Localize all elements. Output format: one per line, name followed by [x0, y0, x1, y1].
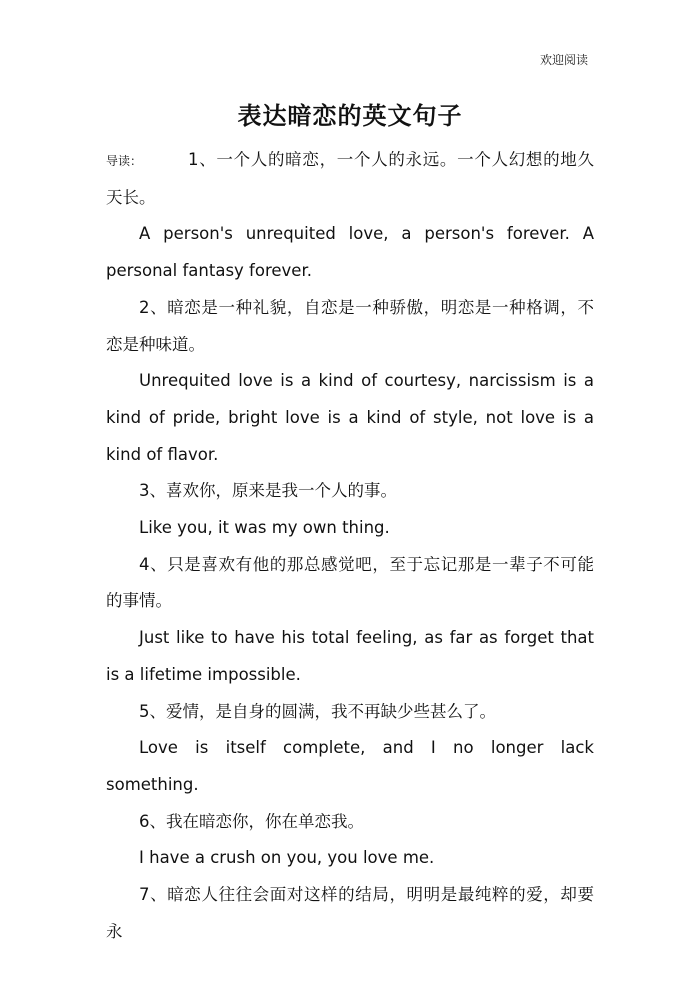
paragraph [106, 142, 594, 216]
paragraph-text: 1、一个人的暗恋，一个人的永远。一个人幻想的地久天长。 [106, 150, 594, 207]
paragraph: Unrequited love is a kind of courtesy, narcissism is a kind of pride, bright love is a kind of style, not love is a kind of flavor. [106, 371, 594, 464]
lead-label: 导读： [106, 154, 143, 168]
paragraph: 7、暗恋人往往会面对这样的结局，明明是最纯粹的爱，却要永 [106, 885, 594, 941]
paragraph: Love is itself complete, and I no longer lack something. [106, 738, 594, 794]
paragraph: 3、喜欢你，原来是我一个人的事。 [139, 481, 397, 501]
paragraph: Like you, it was my own thing. [139, 518, 390, 538]
paragraph: Just like to have his total feeling, as far as forget that is a lifetime impossible. [106, 628, 594, 684]
paragraph: 2、暗恋是一种礼貌，自恋是一种骄傲，明恋是一种格调，不恋是种味道。 [106, 297, 594, 354]
document-body [106, 142, 594, 950]
document-title: 表达暗恋的英文句子 [237, 102, 463, 130]
paragraph: 5、爱情，是自身的圆满，我不再缺少些甚么了。 [139, 701, 496, 721]
paragraph: 4、只是喜欢有他的那总感觉吧，至于忘记那是一辈子不可能的事情。 [106, 554, 594, 611]
paragraph: 6、我在暗恋你，你在单恋我。 [139, 811, 364, 831]
paragraph: A person's unrequited love, a person's forever. A personal fantasy forever. [106, 224, 594, 281]
paragraph: I have a crush on you, you love me. [139, 848, 435, 868]
page-header: 欢迎阅读 [539, 53, 588, 67]
